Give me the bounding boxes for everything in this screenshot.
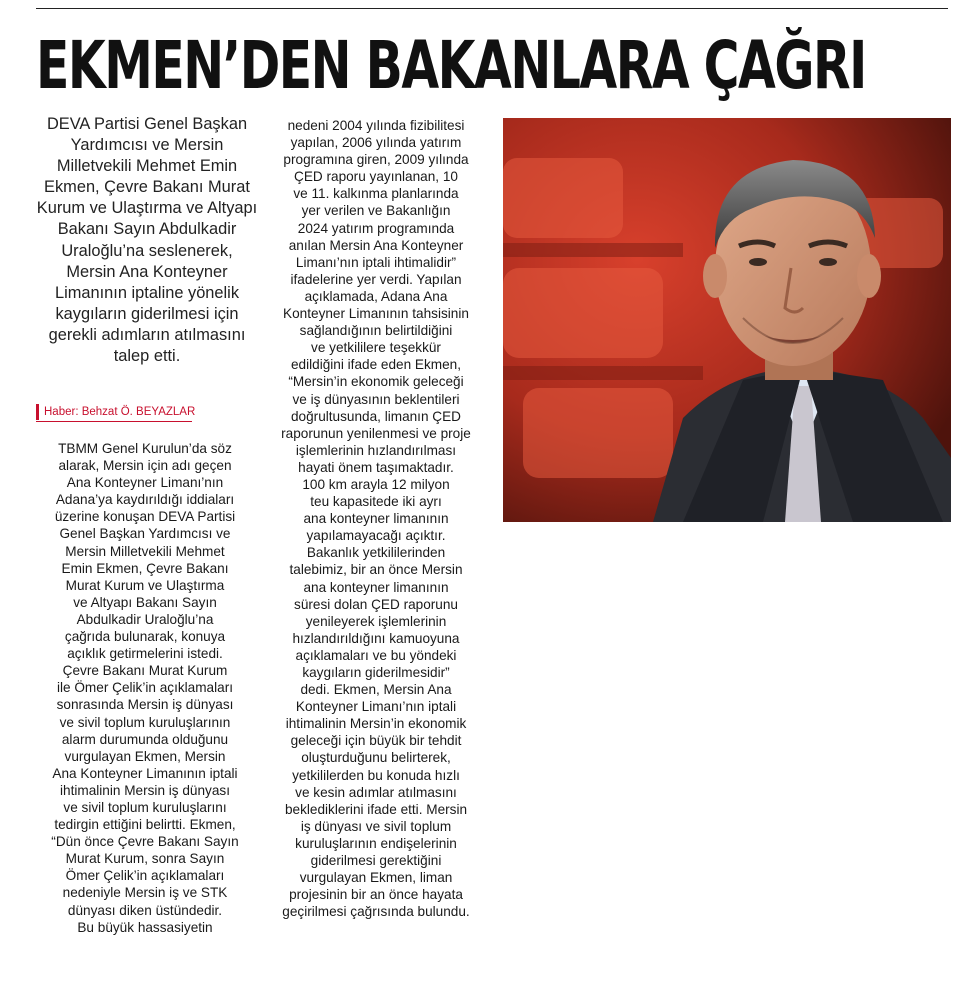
body-line: ve sivil toplum kuruluşlarının — [59, 714, 231, 730]
body-line: edildiğini ifade eden Ekmen, — [290, 357, 462, 373]
body-line: Genel Başkan Yardımcısı ve — [59, 526, 231, 542]
body-line: açıklık getirmelerini istedi. — [67, 646, 223, 662]
body-line: yer verilen ve Bakanlığın — [301, 203, 451, 219]
politician-photo-illustration — [503, 118, 951, 522]
body-line: programına giren, 2009 yılında — [283, 152, 469, 168]
body-line: üzerine konuşan DEVA Partisi — [54, 509, 236, 525]
body-line: Abdulkadir Uraloğlu’na — [76, 611, 214, 627]
body-line: anılan Mersin Ana Konteyner — [288, 237, 464, 253]
body-line: yapılan, 2006 yılında yatırım — [290, 135, 462, 151]
body-line: ÇED raporu yayınlanan, 10 — [294, 169, 458, 185]
body-line: çağrıda bulunarak, konuya — [64, 629, 226, 645]
body-line: ana konteyner limanının — [303, 579, 449, 595]
body-line: açıklamada, Adana Ana — [304, 288, 448, 304]
body-line: ile Ömer Çelik’in açıklamaları — [56, 680, 233, 696]
body-line: süresi dolan ÇED raporunu — [294, 596, 458, 612]
body-line: vurgulayan Ekmen, Mersin — [64, 748, 226, 764]
body-line: hayati önem taşımaktadır. — [298, 459, 454, 475]
body-line: Emin Ekmen, Çevre Bakanı — [61, 560, 229, 576]
body-line: Murat Kurum ve Ulaştırma — [65, 577, 225, 593]
body-line: yetkililerden bu konuda hızlı — [292, 767, 460, 783]
body-line: 100 km arayla 12 milyon — [302, 476, 450, 492]
body-line: vurgulayan Ekmen, liman — [299, 870, 453, 886]
body-column-1 — [36, 440, 254, 936]
body-line: Limanı’nın iptali ihtimalidir” — [295, 254, 457, 270]
body-line: ve Altyapı Bakanı Sayın — [73, 594, 217, 610]
body-line: Mersin Milletvekili Mehmet — [65, 543, 225, 559]
body-line: ana konteyner limanının — [303, 511, 449, 527]
body-line: 2024 yatırım programında — [297, 220, 455, 236]
lead-paragraph: DEVA Partisi Genel Başkan Yardımcısı ve Mersin Milletvekili Mehmet Emin Ekmen, Çevre Bakanı Murat Kurum ve Ulaştırma ve Altyapı Bakanı Sayın Abdulkadir Uraloğlu’na seslenerek, Mersin Ana Konteyner Limanının iptaline yönelik kaygıların giderilmesi için gerekli adımların atılmasını talep etti. — [36, 115, 258, 366]
body-line: oluşturduğunu belirterek, — [301, 750, 451, 766]
body-line: sağlandığının belirtildiğini — [299, 323, 453, 339]
byline: Haber: Behzat Ö. BEYAZLAR — [36, 404, 192, 420]
body-line: ifadelerine yer verdi. Yapılan — [290, 271, 462, 287]
body-line: dünyası diken üstündedir. — [67, 902, 223, 918]
body-line: alarak, Mersin için adı geçen — [58, 458, 232, 474]
body-line: ihtimalinin Mersin iş dünyası — [60, 782, 230, 798]
body-line: ihtimalinin Mersin’in ekonomik — [285, 716, 467, 732]
body-line: ve kesin adımlar atılmasını — [295, 784, 457, 800]
body-line: Adana’ya kaydırıldığı iddiaları — [55, 492, 235, 508]
byline-rule — [36, 421, 192, 422]
body-line: Murat Kurum, sonra Sayın — [65, 851, 225, 867]
body-line: ve 11. kalkınma planlarında — [293, 186, 459, 202]
body-line: TBMM Genel Kurulun’da söz — [58, 441, 232, 456]
body-line: teu kapasitede iki ayrı — [310, 494, 442, 510]
body-line: tedirgin ettiğini belirtti. Ekmen, — [54, 817, 236, 833]
body-line: geçirilmesi çağrısında bulundu. — [282, 904, 470, 920]
body-line: açıklamaları ve bu yöndeki — [295, 647, 457, 663]
body-line: kaygıların giderilmesidir” — [302, 665, 450, 680]
body-line: giderilmesi gerektiğini — [310, 853, 442, 869]
body-line: nedeniyle Mersin iş ve STK — [62, 885, 228, 901]
body-line: Bakanlık yetkililerinden — [306, 545, 446, 561]
body-line: Ana Konteyner Limanının iptali — [52, 765, 238, 781]
body-line: yapılamayacağı açıktır. — [306, 528, 446, 544]
body-line: raporunun yenilenmesi ve proje — [281, 425, 471, 441]
body-line: Çevre Bakanı Murat Kurum — [62, 663, 228, 679]
body-line: “Dün önce Çevre Bakanı Sayın — [51, 834, 239, 850]
body-line: beklediklerini ifade etti. Mersin — [284, 801, 468, 817]
body-line: talebimiz, bir an önce Mersin — [289, 562, 463, 578]
body-line: alarm durumunda olduğunu — [61, 731, 229, 747]
body-line: sonrasında Mersin iş dünyası — [56, 697, 234, 713]
body-line: dedi. Ekmen, Mersin Ana — [300, 682, 452, 698]
body-line: ve sivil toplum kuruluşlarını — [63, 799, 227, 815]
body-line: ve iş dünyasının beklentileri — [292, 391, 460, 407]
body-column-2 — [262, 117, 490, 920]
body-line: ve yetkililere teşekkür — [311, 340, 441, 356]
body-line: kuruluşlarının endişelerinin — [295, 835, 457, 851]
body-line: işlemlerinin hızlandırılması — [295, 442, 457, 458]
body-line: nedeni 2004 yılında fizibilitesi — [287, 118, 465, 133]
body-line: projesinin bir an önce hayata — [289, 887, 463, 903]
body-line: geleceği için büyük bir tehdit — [290, 733, 462, 749]
body-line: hızlandırıldığını kamuoyuna — [292, 630, 460, 646]
body-line: Ana Konteyner Limanı’nın — [66, 475, 224, 491]
body-line: Bu büyük hassasiyetin — [77, 919, 213, 935]
top-rule — [36, 8, 948, 9]
body-line: Konteyner Limanının tahsisinin — [283, 306, 469, 322]
headline: EKMEN’DEN BAKANLARA ÇAĞRI — [36, 27, 866, 104]
body-line: iş dünyası ve sivil toplum — [300, 818, 452, 834]
body-line: yenileyerek işlemlerinin — [305, 613, 447, 629]
body-line: Konteyner Limanı’nın iptali — [295, 699, 457, 715]
body-line: Ömer Çelik’in açıklamaları — [65, 868, 225, 884]
article-photo — [503, 118, 951, 522]
body-line: doğrultusunda, limanın ÇED — [290, 408, 461, 424]
body-line: “Mersin’in ekonomik geleceği — [288, 374, 464, 390]
